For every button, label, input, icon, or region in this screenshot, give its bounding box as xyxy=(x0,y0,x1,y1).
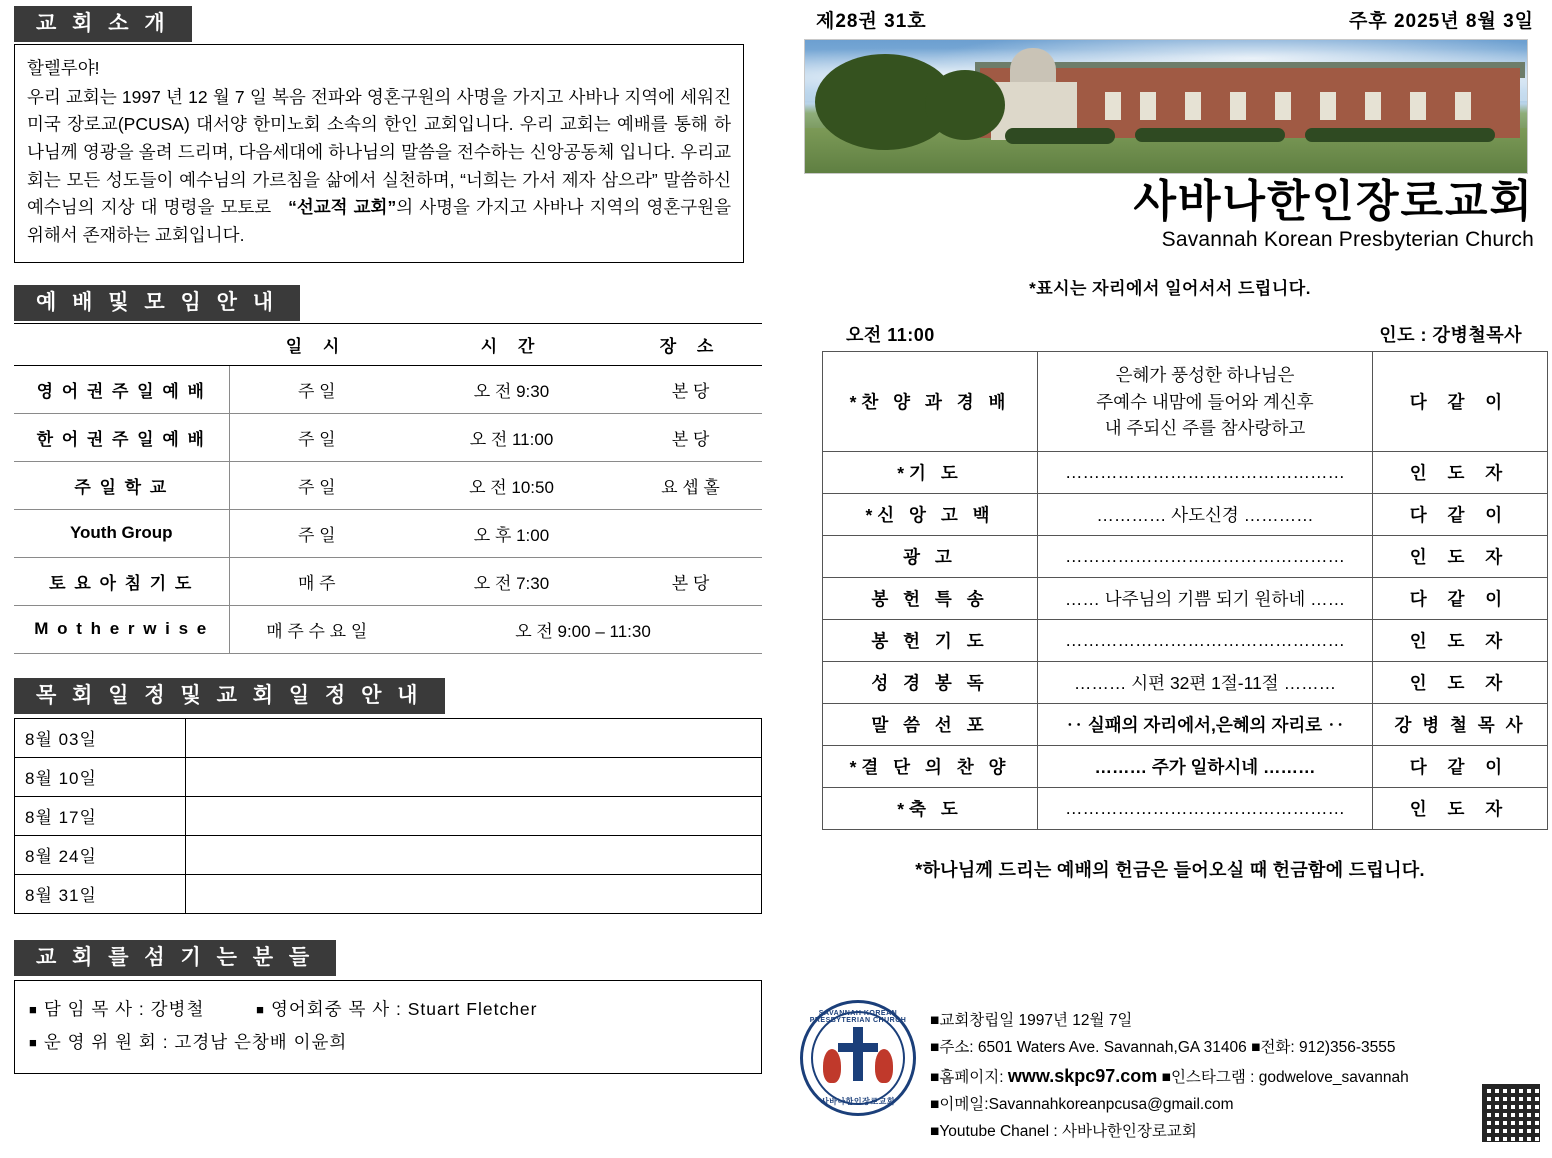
church-name-korean: 사바나한인장로교회 xyxy=(1133,177,1534,226)
worship-row-0-name: 영 어 권 주 일 예 배 xyxy=(14,365,229,413)
servants-section-header: 교 회 를 섬 기 는 분 들 xyxy=(14,940,336,976)
worship-row-3-place xyxy=(619,509,762,557)
table-row xyxy=(823,662,1548,704)
order-row-1-who: 인 도 자 xyxy=(1373,452,1548,494)
worship-row-4-place: 본 당 xyxy=(619,557,762,605)
order-row-4-item: 봉 헌 특 송 xyxy=(823,578,1038,620)
bullet-square-icon: ■ xyxy=(256,1001,265,1017)
shrub xyxy=(1005,128,1115,144)
order-row-6-item: 성 경 봉 독 xyxy=(823,662,1038,704)
schedule-row-0-note xyxy=(186,718,762,757)
steeple xyxy=(1010,48,1056,82)
worship-row-0-time: 오 전 9:30 xyxy=(404,365,619,413)
service-leader: 인도 : 강병철목사 xyxy=(1379,325,1522,346)
church-intro-box xyxy=(14,44,744,262)
order-row-2-detail: ………… 사도신경 ………… xyxy=(1038,494,1373,536)
order-row-5-detail: ………………………………………… xyxy=(1038,620,1373,662)
order-row-3-detail: ………………………………………… xyxy=(1038,536,1373,578)
flame-right-icon xyxy=(875,1049,893,1083)
left-column xyxy=(14,6,774,1074)
offering-note: *하나님께 드리는 예배의 헌금은 들어오실 때 헌금함에 드립니다. xyxy=(915,860,1425,881)
bullet-square-icon: ■ xyxy=(29,1001,38,1017)
window xyxy=(1140,92,1156,120)
bullet-square-icon: ■ xyxy=(29,1035,38,1051)
servants-section xyxy=(14,940,774,1075)
schedule-table xyxy=(14,718,762,914)
footer-youtube[interactable]: ■Youtube Chanel : 사바나한인장로교회 xyxy=(930,1122,1197,1140)
worship-row-3-day: 주 일 xyxy=(229,509,404,557)
schedule-row-2-note xyxy=(186,796,762,835)
volume-date-row xyxy=(800,6,1540,33)
praise-line-3: 내 주되신 주를 참사랑하고 xyxy=(1104,417,1306,438)
window xyxy=(1275,92,1291,120)
shrub xyxy=(1305,128,1495,142)
order-row-2-who: 다 같 이 xyxy=(1373,494,1548,536)
worship-col-time: 시 간 xyxy=(404,323,619,365)
worship-row-3-name: Youth Group xyxy=(14,509,229,557)
order-row-6-detail: ……… 시편 32편 1절-11절 ……… xyxy=(1038,662,1373,704)
window xyxy=(1365,92,1381,120)
table-row xyxy=(823,746,1548,788)
schedule-row-0-date: 8월 03일 xyxy=(15,718,186,757)
table-row xyxy=(15,796,762,835)
table-row xyxy=(823,494,1548,536)
order-row-5-who: 인 도 자 xyxy=(1373,620,1548,662)
worship-row-0-place: 본 당 xyxy=(619,365,762,413)
logo-arc-bottom: 사바나한인장로교회 xyxy=(820,1097,896,1106)
schedule-row-2-date: 8월 17일 xyxy=(15,796,186,835)
table-row xyxy=(14,413,762,461)
worship-row-4-name: 토 요 아 침 기 도 xyxy=(14,557,229,605)
worship-row-0-day: 주 일 xyxy=(229,365,404,413)
order-row-8-item: *결 단 의 찬 양 xyxy=(823,746,1038,788)
worship-row-2-day: 주 일 xyxy=(229,461,404,509)
cross-bar-icon xyxy=(838,1043,878,1052)
logo-wrap xyxy=(800,1000,930,1146)
schedule-row-4-date: 8월 31일 xyxy=(15,874,186,913)
stand-note: *표시는 자리에서 일어서서 드립니다. xyxy=(1029,279,1311,299)
intro-body-head: 우리 교회는 1997 년 12 월 7 일 복음 전파와 영혼구원의 사명을 가지고 사바나 지역에 세워진 미국 장로교(PCUSA) 대서양 한미노회 소속의 한인 교회입니다. 우리 교회는 예배를 통해 하나님께 영광을 올려 드리며, 다음세대에 하나님의 말씀을 전수하는 신앙공동체 입니다. 우리교회는 모든 성도들이 예수님의 가르침을 삶에서 실천하며, “너희는 가서 제자 삼으라” 말씀하신 예수님의 지상 대 명령을 모토로ㅤ xyxy=(27,86,731,218)
table-row xyxy=(14,605,762,653)
committee: 운 영 위 원 회 : 고경남 은창배 이윤희 xyxy=(43,1032,348,1053)
flame-left-icon xyxy=(823,1049,841,1083)
window xyxy=(1105,92,1121,120)
intro-hallelujah: 할렐루야! xyxy=(27,58,100,79)
worship-row-2-name: 주 일 학 교 xyxy=(14,461,229,509)
window xyxy=(1320,92,1336,120)
praise-line-1: 은혜가 풍성한 하나님은 xyxy=(1115,365,1295,386)
table-row xyxy=(823,788,1548,830)
church-name-english: Savannah Korean Presbyterian Church xyxy=(1161,228,1534,252)
service-time: 오전 11:00 xyxy=(846,325,935,346)
table-row xyxy=(14,461,762,509)
table-row xyxy=(15,835,762,874)
order-row-9-who: 인 도 자 xyxy=(1373,788,1548,830)
footer-instagram-label: ■인스타그램 : xyxy=(1161,1069,1255,1087)
schedule-row-1-note xyxy=(186,757,762,796)
order-row-0-who: 다 같 이 xyxy=(1373,352,1548,452)
table-row xyxy=(15,874,762,913)
worship-row-2-time: 오 전 10:50 xyxy=(404,461,619,509)
footer xyxy=(800,1000,1540,1146)
worship-row-1-time: 오 전 11:00 xyxy=(404,413,619,461)
service-time-row xyxy=(800,321,1540,347)
servants-line-1 xyxy=(29,993,747,1026)
worship-row-2-place: 요 셉 홀 xyxy=(619,461,762,509)
english-pastor: 영어회중 목 사 : Stuart Fletcher xyxy=(270,998,538,1019)
order-row-1-detail: ………………………………………… xyxy=(1038,452,1373,494)
order-row-0-item: *찬 양 과 경 배 xyxy=(823,352,1038,452)
window xyxy=(1185,92,1201,120)
senior-pastor: 담 임 목 사 : 강병철 xyxy=(43,998,205,1019)
volume-number: 제28권 31호 xyxy=(816,11,927,32)
logo-arc-top: SAVANNAH KOREAN PRESBYTERIAN CHURCH xyxy=(809,1010,907,1024)
order-row-3-who: 인 도 자 xyxy=(1373,536,1548,578)
worship-section xyxy=(14,285,774,654)
schedule-row-3-date: 8월 24일 xyxy=(15,835,186,874)
order-row-0-detail xyxy=(1038,352,1373,452)
worship-table-head-row xyxy=(14,323,762,365)
intro-body xyxy=(27,84,731,250)
schedule-row-4-note xyxy=(186,874,762,913)
order-row-7-who: 강 병 철 목 사 xyxy=(1373,704,1548,746)
cross-icon xyxy=(853,1027,863,1081)
intro-bold-phrase: “선교적 교회” xyxy=(288,197,397,218)
order-row-9-item: *축 도 xyxy=(823,788,1038,830)
intro-section-header: 교 회 소 개 xyxy=(14,6,192,42)
intro-body-tail: 의 사명을 가지고 사바나 지역의 영혼구원을 위해서 존재하는 교회입니다. xyxy=(27,197,731,245)
order-row-7-item: 말 씀 선 포 xyxy=(823,704,1038,746)
order-row-1-item: *기 도 xyxy=(823,452,1038,494)
worship-row-5-name: M o t h e r w i s e xyxy=(14,605,229,653)
schedule-row-1-date: 8월 10일 xyxy=(15,757,186,796)
footer-address: ■주소: 6501 Waters Ave. Savannah,GA 31406 ■전화: 912)356-3555 xyxy=(930,1038,1396,1056)
worship-section-header: 예 배 및 모 임 안 내 xyxy=(14,285,300,321)
order-row-7-detail: ‥ 실패의 자리에서,은혜의 자리로 ‥ xyxy=(1038,704,1373,746)
tree xyxy=(925,70,1005,140)
footer-web-row xyxy=(930,1061,1476,1092)
worship-row-5-time: 오 전 9:00 – 11:30 xyxy=(404,605,762,653)
order-row-5-item: 봉 헌 기 도 xyxy=(823,620,1038,662)
order-row-4-detail: …… 나주님의 기쁨 되기 원하네 …… xyxy=(1038,578,1373,620)
order-of-worship-table xyxy=(822,351,1548,830)
footer-email[interactable]: ■이메일:Savannahkoreanpcusa@gmail.com xyxy=(930,1096,1234,1114)
worship-table xyxy=(14,323,762,654)
servants-box xyxy=(14,980,762,1075)
window xyxy=(1230,92,1246,120)
worship-row-3-time: 오 후 1:00 xyxy=(404,509,619,557)
table-row xyxy=(823,352,1548,452)
order-row-8-who: 다 같 이 xyxy=(1373,746,1548,788)
schedule-section-header: 목 회 일 정 및 교 회 일 정 안 내 xyxy=(14,678,445,714)
order-row-3-item: 광 고 xyxy=(823,536,1038,578)
right-column xyxy=(800,6,1540,882)
worship-col-name xyxy=(14,323,229,365)
worship-col-day: 일 시 xyxy=(229,323,404,365)
table-row xyxy=(14,509,762,557)
table-row xyxy=(823,620,1548,662)
order-row-2-item: *신 앙 고 백 xyxy=(823,494,1038,536)
table-row xyxy=(14,365,762,413)
footer-website[interactable]: www.skpc97.com xyxy=(1007,1066,1158,1087)
window xyxy=(1455,92,1471,120)
servants-line-2 xyxy=(29,1026,747,1059)
worship-row-1-place: 본 당 xyxy=(619,413,762,461)
worship-row-1-name: 한 어 권 주 일 예 배 xyxy=(14,413,229,461)
church-logo-icon xyxy=(800,1000,916,1116)
schedule-row-3-note xyxy=(186,835,762,874)
table-row xyxy=(15,718,762,757)
qr-code-icon[interactable] xyxy=(1482,1084,1540,1142)
footer-website-label: ■홈페이지: xyxy=(930,1069,1004,1087)
shrub xyxy=(1135,128,1285,142)
order-row-8-detail: ……… 주가 일하시네 ……… xyxy=(1038,746,1373,788)
order-row-6-who: 인 도 자 xyxy=(1373,662,1548,704)
worship-row-4-day: 매 주 xyxy=(229,557,404,605)
table-row xyxy=(823,452,1548,494)
window xyxy=(1410,92,1426,120)
order-row-4-who: 다 같 이 xyxy=(1373,578,1548,620)
worship-row-5-day: 매 주 수 요 일 xyxy=(229,605,404,653)
table-row xyxy=(823,578,1548,620)
table-row xyxy=(823,704,1548,746)
footer-founded: ■교회창립일 1997년 12월 7일 xyxy=(930,1012,1133,1029)
schedule-section xyxy=(14,678,774,914)
order-row-9-detail: ………………………………………… xyxy=(1038,788,1373,830)
bulletin-date: 주후 2025년 8월 3일 xyxy=(1348,11,1534,32)
worship-row-1-day: 주 일 xyxy=(229,413,404,461)
worship-col-place: 장 소 xyxy=(619,323,762,365)
table-row xyxy=(15,757,762,796)
church-building-photo xyxy=(804,39,1528,174)
table-row xyxy=(823,536,1548,578)
praise-line-2: 주예수 내맘에 들어와 계신후 xyxy=(1096,391,1314,412)
table-row xyxy=(14,557,762,605)
footer-info xyxy=(930,1000,1476,1146)
worship-row-4-time: 오 전 7:30 xyxy=(404,557,619,605)
footer-instagram[interactable]: godwelove_savannah xyxy=(1258,1069,1409,1087)
